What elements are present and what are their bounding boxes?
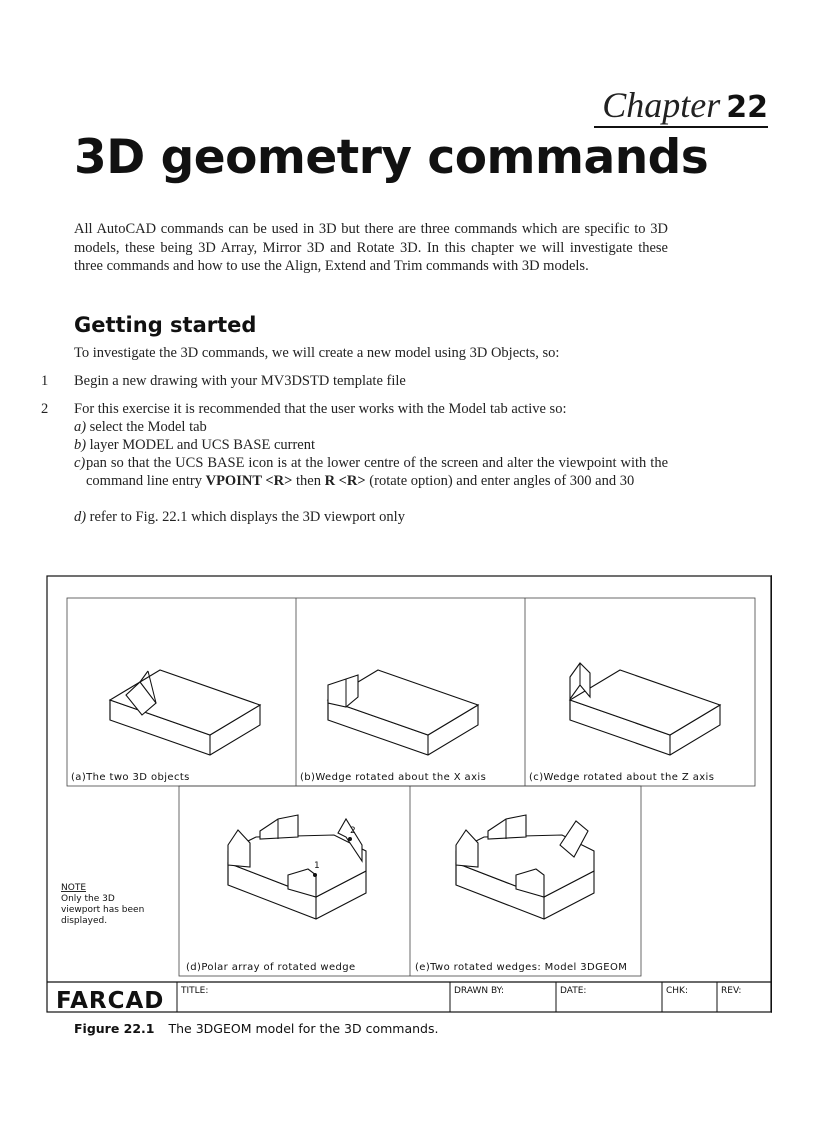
substep-item bbox=[74, 454, 668, 490]
chapter-heading bbox=[602, 84, 768, 126]
substep-item bbox=[74, 508, 668, 526]
figure-frame bbox=[47, 576, 771, 1012]
command-rotate: R <R> bbox=[324, 473, 366, 489]
chk-field: CHK: bbox=[666, 986, 688, 996]
cad-figure bbox=[46, 575, 772, 1013]
rev-field: REV: bbox=[721, 986, 742, 996]
substep-text: layer MODEL and UCS BASE current bbox=[89, 437, 316, 453]
substep-text: select the Model tab bbox=[89, 419, 207, 435]
marker-one: 1 bbox=[314, 861, 320, 871]
substep-text: pan so that the UCS BASE icon is at the lower centre of the screen and alter the viewpoint with the command line entry bbox=[86, 455, 668, 489]
note-line: viewport has been bbox=[61, 905, 145, 915]
chapter-number: 22 bbox=[726, 90, 768, 125]
chapter-title: 3D geometry commands bbox=[74, 130, 709, 185]
panel-label-b: (b)Wedge rotated about the X axis bbox=[300, 772, 487, 783]
note-heading: NOTE bbox=[61, 883, 87, 893]
section-heading: Getting started bbox=[74, 313, 257, 337]
substep-letter: d) bbox=[74, 509, 87, 525]
substep-text: then bbox=[295, 473, 321, 489]
substep-letter: b) bbox=[74, 437, 87, 453]
chapter-word: Chapter bbox=[602, 85, 721, 125]
drawn-by-field: DRAWN BY: bbox=[454, 986, 504, 996]
panel-label-c: (c)Wedge rotated about the Z axis bbox=[529, 772, 715, 783]
substep-letter: c) bbox=[74, 455, 86, 471]
figure-caption-text: The 3DGEOM model for the 3D commands. bbox=[168, 1021, 439, 1036]
chapter-rule bbox=[594, 126, 768, 128]
step-number: 2 bbox=[41, 401, 49, 417]
substep-item bbox=[74, 418, 668, 436]
figure-caption-label: Figure 22.1 bbox=[74, 1021, 155, 1036]
substep-item bbox=[74, 436, 668, 454]
step-text: Begin a new drawing with your MV3DSTD template file bbox=[74, 373, 406, 389]
farcad-logo: FARCAD bbox=[56, 988, 165, 1013]
substep-letter: a) bbox=[74, 419, 87, 435]
note-line: Only the 3D bbox=[61, 894, 115, 904]
panel-label-d: (d)Polar array of rotated wedge bbox=[186, 962, 356, 973]
substep-text: (rotate option) and enter angles of 300 and 30 bbox=[369, 473, 635, 489]
note-line: displayed. bbox=[61, 916, 108, 926]
figure-caption bbox=[74, 1021, 438, 1036]
step-number: 1 bbox=[41, 373, 49, 389]
substep-text: refer to Fig. 22.1 which displays the 3D viewport only bbox=[89, 509, 405, 525]
marker-two: 2 bbox=[350, 826, 356, 836]
title-field: TITLE: bbox=[181, 986, 209, 996]
panel-label-a: (a)The two 3D objects bbox=[71, 772, 190, 783]
intro-paragraph: All AutoCAD commands can be used in 3D but there are three commands which are specific to 3D models, these being 3D Array, Mirror 3D and Rotate 3D. In this chapter we will investigate these three commands and how to use the Align, Extend and Trim commands with 3D models. bbox=[74, 221, 668, 274]
lead-paragraph: To investigate the 3D commands, we will create a new model using 3D Objects, so: bbox=[74, 345, 560, 361]
panel-label-e: (e)Two rotated wedges: Model 3DGEOM bbox=[415, 962, 628, 973]
date-field: DATE: bbox=[560, 986, 587, 996]
step-text: For this exercise it is recommended that the user works with the Model tab active so: bbox=[74, 401, 567, 417]
command-vpoint: VPOINT <R> bbox=[205, 473, 293, 489]
